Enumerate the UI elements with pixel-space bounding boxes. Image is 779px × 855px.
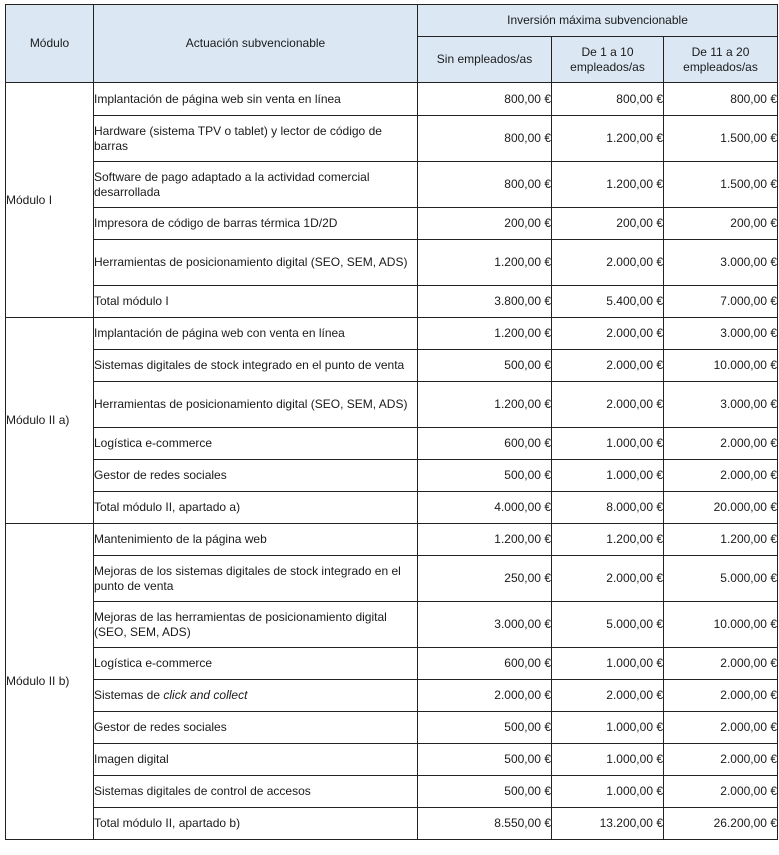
- value-11-20: 3.000,00 €: [664, 382, 778, 428]
- table-row: [6, 382, 778, 428]
- value-none: 500,00 €: [418, 744, 552, 776]
- value-1-10: 1.200,00 €: [552, 162, 664, 208]
- action-label: Logística e-commerce: [94, 436, 213, 450]
- header-module: Módulo: [6, 5, 94, 83]
- value-11-20: 3.000,00 €: [664, 318, 778, 350]
- header-col-11-20: De 11 a 20 empleados/as: [664, 37, 778, 83]
- table-row: [6, 460, 778, 492]
- module-name-cell: Módulo II a): [6, 318, 94, 524]
- table-row: [6, 286, 778, 318]
- action-label: Gestor de redes sociales: [94, 468, 227, 482]
- action-label: Sistemas de: [94, 688, 161, 702]
- action-label: Imagen digital: [94, 752, 169, 766]
- value-1-10: 800,00 €: [552, 83, 664, 116]
- table-row: [6, 648, 778, 680]
- value-1-10: 1.000,00 €: [552, 776, 664, 808]
- value-1-10: 1.200,00 €: [552, 524, 664, 556]
- value-11-20: 2.000,00 €: [664, 680, 778, 712]
- value-1-10: 2.000,00 €: [552, 350, 664, 382]
- value-1-10: 1.200,00 €: [552, 116, 664, 162]
- table-row: [6, 712, 778, 744]
- action-cell: [94, 286, 418, 318]
- subsidy-table: [5, 4, 778, 840]
- action-label: Mantenimiento de la página web: [94, 532, 267, 546]
- table-row: [6, 556, 778, 602]
- action-label: Implantación de página web sin venta en línea: [94, 91, 341, 106]
- value-1-10: 5.400,00 €: [552, 286, 664, 318]
- value-none: 1.200,00 €: [418, 240, 552, 286]
- header-col-none: Sin empleados/as: [418, 37, 552, 83]
- action-label: Total módulo II, apartado b): [94, 816, 241, 830]
- action-cell: [94, 556, 418, 602]
- value-1-10: 200,00 €: [552, 208, 664, 240]
- action-label: Herramientas de posicionamiento digital (SEO, SEM, ADS): [94, 255, 408, 269]
- action-cell: [94, 318, 418, 350]
- value-1-10: 1.000,00 €: [552, 712, 664, 744]
- action-label: Mejoras de las herramientas de posicionamiento digital (SEO, SEM, ADS): [94, 609, 387, 639]
- action-label: Sistemas digitales de stock integrado en el punto de venta: [94, 358, 405, 372]
- action-label: Hardware (sistema TPV o tablet) y lector de código de barras: [94, 123, 382, 153]
- value-1-10: 2.000,00 €: [552, 680, 664, 712]
- value-none: 800,00 €: [418, 83, 552, 116]
- value-none: 2.000,00 €: [418, 680, 552, 712]
- value-11-20: 2.000,00 €: [664, 428, 778, 460]
- value-none: 3.800,00 €: [418, 286, 552, 318]
- value-1-10: 5.000,00 €: [552, 602, 664, 648]
- table-row: [6, 680, 778, 712]
- value-none: 500,00 €: [418, 776, 552, 808]
- value-none: 500,00 €: [418, 350, 552, 382]
- value-11-20: 200,00 €: [664, 208, 778, 240]
- action-cell: [94, 208, 418, 240]
- value-none: 200,00 €: [418, 208, 552, 240]
- value-none: 800,00 €: [418, 162, 552, 208]
- table-row: [6, 318, 778, 350]
- table-row: [6, 524, 778, 556]
- table-row: [6, 83, 778, 116]
- action-label: Logística e-commerce: [94, 656, 213, 670]
- value-11-20: 2.000,00 €: [664, 776, 778, 808]
- value-11-20: 1.500,00 €: [664, 116, 778, 162]
- value-11-20: 2.000,00 €: [664, 744, 778, 776]
- value-11-20: 20.000,00 €: [664, 492, 778, 524]
- action-label: Software de pago adaptado a la actividad comercial desarrollada: [94, 169, 370, 199]
- value-1-10: 2.000,00 €: [552, 318, 664, 350]
- value-none: 1.200,00 €: [418, 524, 552, 556]
- action-label: Mejoras de los sistemas digitales de stock integrado en el punto de venta: [94, 563, 401, 593]
- value-1-10: 13.200,00 €: [552, 808, 664, 840]
- action-cell: [94, 712, 418, 744]
- table-row: [6, 602, 778, 648]
- value-1-10: 1.000,00 €: [552, 460, 664, 492]
- value-none: 4.000,00 €: [418, 492, 552, 524]
- value-1-10: 1.000,00 €: [552, 648, 664, 680]
- action-label: Impresora de código de barras térmica 1D/2D: [94, 216, 338, 230]
- value-11-20: 10.000,00 €: [664, 602, 778, 648]
- value-none: 600,00 €: [418, 648, 552, 680]
- value-11-20: 5.000,00 €: [664, 556, 778, 602]
- action-cell: [94, 680, 418, 712]
- action-cell: [94, 492, 418, 524]
- action-cell: [94, 744, 418, 776]
- value-11-20: 2.000,00 €: [664, 460, 778, 492]
- value-none: 1.200,00 €: [418, 382, 552, 428]
- value-11-20: 10.000,00 €: [664, 350, 778, 382]
- action-label-italic: click and collect: [163, 688, 248, 702]
- action-cell: [94, 350, 418, 382]
- action-cell: [94, 460, 418, 492]
- value-none: 500,00 €: [418, 460, 552, 492]
- table-row: [6, 428, 778, 460]
- value-11-20: 1.500,00 €: [664, 162, 778, 208]
- action-label: Total módulo I: [94, 294, 169, 308]
- table-row: [6, 162, 778, 208]
- action-cell: [94, 83, 418, 116]
- module-name-cell: Módulo II b): [6, 524, 94, 840]
- value-11-20: 26.200,00 €: [664, 808, 778, 840]
- action-cell: [94, 382, 418, 428]
- value-none: 600,00 €: [418, 428, 552, 460]
- value-11-20: 7.000,00 €: [664, 286, 778, 318]
- action-label: Herramientas de posicionamiento digital (SEO, SEM, ADS): [94, 397, 408, 411]
- action-cell: [94, 162, 418, 208]
- table-row: [6, 744, 778, 776]
- value-none: 500,00 €: [418, 712, 552, 744]
- module-name-cell: Módulo I: [6, 83, 94, 318]
- value-none: 800,00 €: [418, 116, 552, 162]
- value-none: 3.000,00 €: [418, 602, 552, 648]
- value-1-10: 2.000,00 €: [552, 382, 664, 428]
- action-cell: [94, 240, 418, 286]
- value-1-10: 1.000,00 €: [552, 744, 664, 776]
- action-label: Implantación de página web con venta en línea: [94, 326, 345, 340]
- action-cell: [94, 776, 418, 808]
- value-11-20: 2.000,00 €: [664, 712, 778, 744]
- value-11-20: 2.000,00 €: [664, 648, 778, 680]
- action-cell: [94, 648, 418, 680]
- table-row: [6, 776, 778, 808]
- value-1-10: 1.000,00 €: [552, 428, 664, 460]
- value-none: 8.550,00 €: [418, 808, 552, 840]
- table-row: [6, 116, 778, 162]
- header-action: Actuación subvencionable: [94, 5, 418, 83]
- header-investment: Inversión máxima subvencionable: [418, 5, 778, 37]
- value-11-20: 3.000,00 €: [664, 240, 778, 286]
- action-cell: [94, 116, 418, 162]
- value-none: 250,00 €: [418, 556, 552, 602]
- value-11-20: 800,00 €: [664, 83, 778, 116]
- table-row: [6, 492, 778, 524]
- action-label: Total módulo II, apartado a): [94, 500, 241, 514]
- table-row: [6, 808, 778, 840]
- table-row: [6, 208, 778, 240]
- value-1-10: 8.000,00 €: [552, 492, 664, 524]
- action-cell: [94, 428, 418, 460]
- action-cell: [94, 602, 418, 648]
- header-col-1-10: De 1 a 10 empleados/as: [552, 37, 664, 83]
- table-row: [6, 240, 778, 286]
- action-cell: [94, 524, 418, 556]
- value-none: 1.200,00 €: [418, 318, 552, 350]
- value-1-10: 2.000,00 €: [552, 240, 664, 286]
- value-11-20: 1.200,00 €: [664, 524, 778, 556]
- action-label: Sistemas digitales de control de accesos: [94, 784, 311, 798]
- value-1-10: 2.000,00 €: [552, 556, 664, 602]
- table-row: [6, 350, 778, 382]
- action-label: Gestor de redes sociales: [94, 720, 227, 734]
- action-cell: [94, 808, 418, 840]
